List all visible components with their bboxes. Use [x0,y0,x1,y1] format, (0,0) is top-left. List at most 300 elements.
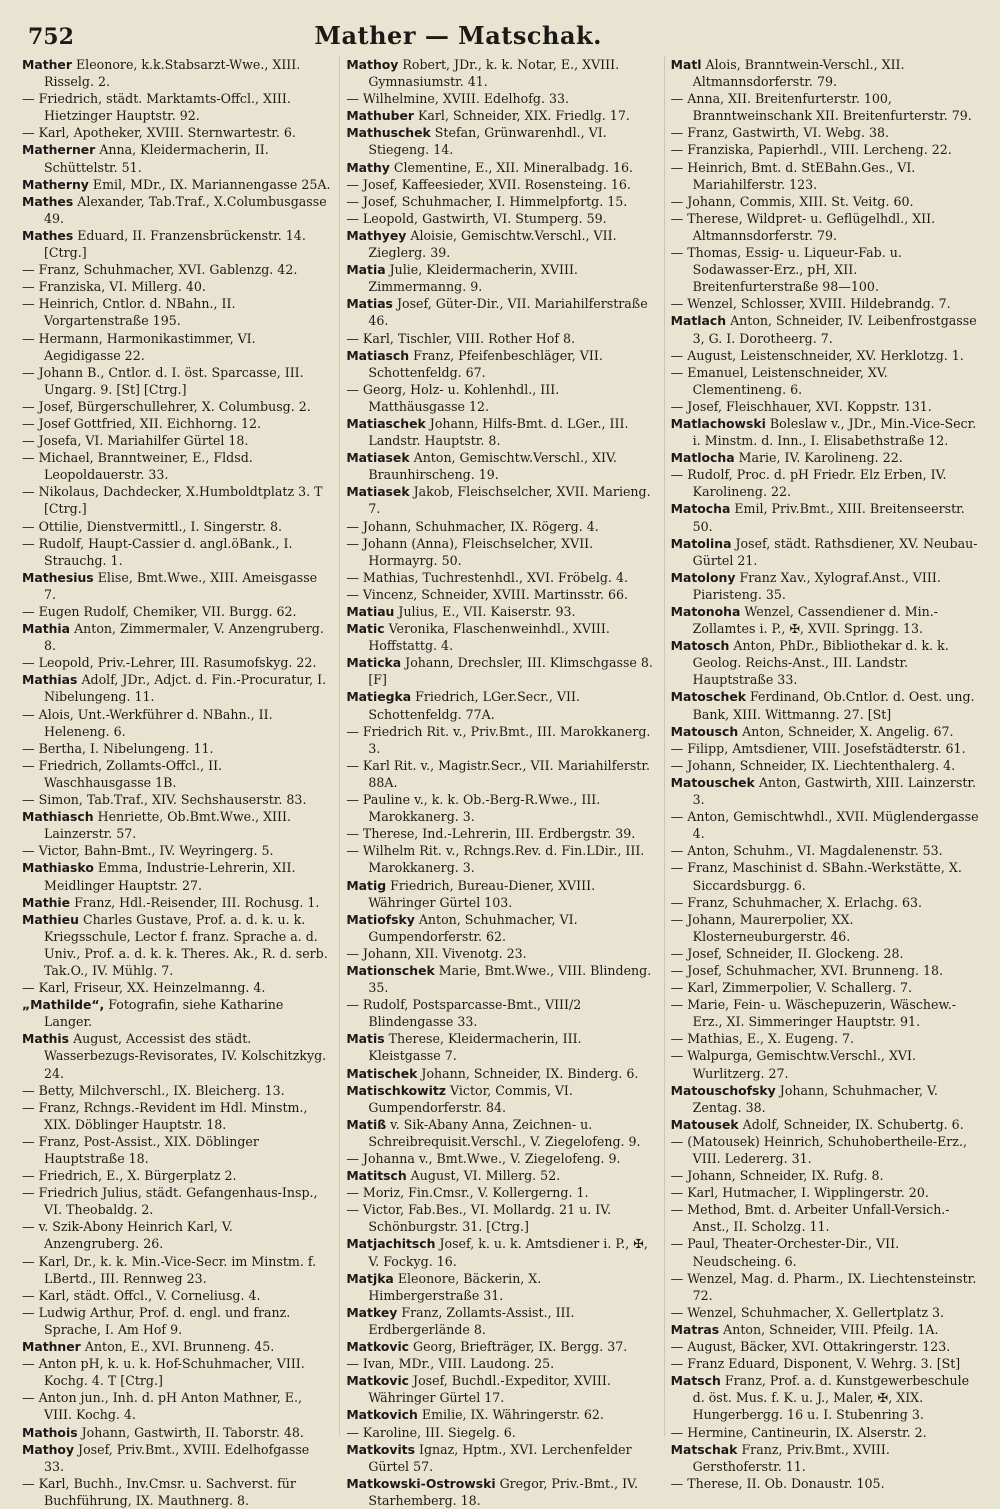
directory-entry [22,518,331,535]
directory-entry [346,124,655,158]
entry-details: — Bertha, I. Nibelungeng. 11. [22,740,214,756]
entry-details: Eduard, II. Franzensbrückenstr. 14. [Ctrg.] [44,227,306,261]
entry-surname: Mathesius [22,569,94,585]
directory-entry [22,1475,331,1509]
entry-details: — (Matousek) Heinrich, Schuhobertheile-Erz., VIII. Ledererg. 31. [670,1133,967,1166]
directory-entry [671,945,980,962]
directory-entry [22,483,331,517]
entry-details: Josef, Güter-Dir., VII. Mariahilferstraße 46. [368,296,648,329]
entry-surname: Matiasch [346,347,410,363]
directory-entry [346,911,655,945]
directory-entry [671,1235,980,1269]
entry-details: — Mathias, E., X. Eugeng. 7. [670,1031,855,1047]
entry-surname: Matonoha [670,604,741,619]
directory-entry [671,1270,980,1304]
directory-entry [346,945,655,962]
entry-details: — Friedrich, Zollamts-Offcl., II. Waschhausgasse 1B. [22,757,223,790]
directory-entry [346,569,655,586]
entry-details: August, VI. Millerg. 52. [410,1168,561,1184]
entry-details: Johann, Gastwirth, II. Taborstr. 48. [81,1424,304,1440]
directory-entry [22,791,331,808]
entry-details: Ferdinand, Ob.Cntlor. d. Oest. ung. Bank, XIII. Wittmanng. 27. [St] [692,689,975,722]
entry-details: Clementine, E., XII. Mineralbadg. 16. [393,159,634,175]
entry-surname: Mathias [22,672,78,688]
directory-entry [671,1116,980,1133]
entry-details: — Friedrich, E., X. Bürgerplatz 2. [22,1168,237,1184]
directory-entry [22,141,331,175]
entry-surname: Mathia [22,621,71,637]
entry-details: — Michael, Branntweiner, E., Fldsd. Leopoldauerstr. 33. [22,450,253,483]
directory-entry [346,1235,655,1269]
directory-entry [22,808,331,842]
directory-entry [22,227,331,261]
directory-entry [671,774,980,808]
entry-surname: Matlocha [670,450,735,466]
entry-details: — Johann, XII. Vivenotg. 23. [346,945,527,961]
directory-entry [671,859,980,893]
entry-details: — Josef, Schuhmacher, I. Himmelpfortg. 15. [346,193,628,209]
directory-entry [346,261,655,295]
directory-entry [346,193,655,210]
directory-column-3 [664,56,980,1491]
entry-details: — Therese, Wildpret- u. Geflügelhdl., XII. Altmannsdorferstr. 79. [670,210,936,243]
entry-details: Veronika, Flaschenweinhdl., XVIII. Hoffstattg. 4. [368,621,610,654]
directory-entry [671,500,980,534]
entry-surname: Mathiasch [22,809,94,825]
directory-entry [671,1441,980,1475]
entry-surname: Matkowski-Ostrowski [346,1475,496,1491]
entry-details: — v. Szik-Abony Heinrich Karl, V. Anzengruberg. 26. [22,1219,233,1252]
entry-details: — Emanuel, Leistenschneider, XV. Clementineng. 6. [670,364,888,397]
entry-surname: Mathuschek [346,125,431,141]
directory-entry [346,1355,655,1372]
entry-details: — Karl, städt. Offcl., V. Corneliusg. 4. [22,1287,261,1303]
entry-surname: Matiofsky [346,911,415,927]
directory-entry [346,1441,655,1475]
directory-entry [671,159,980,193]
entry-details: — Franz, Schuhmacher, X. Erlachg. 63. [670,894,922,910]
directory-entry [671,569,980,603]
entry-details: — Johanna v., Bmt.Wwe., V. Ziegelofeng. 9. [346,1151,621,1166]
entry-surname: Matkovic [346,1373,410,1389]
entry-surname: Matischek [346,1065,418,1081]
directory-entry [346,688,655,722]
entry-details: — Johann, Schuhmacher, IX. Rögerg. 4. [346,518,599,534]
entry-details: Robert, JDr., k. k. Notar, E., XVIII. Gymnasiumstr. 41. [368,57,620,90]
entry-surname: Matlach [670,313,727,329]
entry-details: Charles Gustave, Prof. a. d. k. u. k. Kriegsschule, Lector f. franz. Sprache a. d. Univ., Prof. a. d. k. k. Theres. Ak., R. d. serb. Tak.O., IV. Mühlg. 7. [44,911,328,978]
directory-entry [22,842,331,859]
entry-details: — Rudolf, Haupt-Cassier d. angl.öBank., I. Strauchg. 1. [22,535,293,568]
directory-entry [671,1424,980,1441]
entry-details: — Pauline v., k. k. Ob.-Berg-R.Wwe., III. Marokkanerg. 3. [346,792,601,825]
entry-details: Elise, Bmt.Wwe., XIII. Ameisgasse 7. [44,569,318,602]
entry-details: — Friedrich Julius, städt. Gefangenhaus-Insp., VI. Theobaldg. 2. [22,1185,318,1218]
entry-details: — Wilhelm Rit. v., Rchngs.Rev. d. Fin.LDir., III. Marokkanerg. 3. [346,843,645,876]
entry-details: — Franz Eduard, Disponent, V. Wehrg. 3. [St] [670,1356,961,1372]
directory-entry [671,962,980,979]
entry-details: — Johann B., Cntlor. d. I. öst. Sparcasse, III. Ungarg. 9. [St] [Ctrg.] [22,364,304,397]
entry-details: — Karl, Buchh., Inv.Cmsr. u. Sachverst. für Buchführung, IX. Mauthnerg. 8. [22,1475,296,1508]
entry-surname: Matouschofsky [670,1082,776,1098]
directory-entry [671,723,980,740]
entry-details: — Johann, Maurerpolier, XX. Klosterneuburgerstr. 46. [670,911,854,944]
entry-details: — Josefa, VI. Mariahilfer Gürtel 18. [22,433,249,449]
entry-details: — Therese, Ind.-Lehrerin, III. Erdbergstr. 39. [346,826,636,842]
entry-details: — Marie, Fein- u. Wäschepuzerin, Wäschew.-Erz., XI. Simmeringer Hauptstr. 91. [670,997,957,1030]
entry-details: — Leopold, Priv.-Lehrer, III. Rasumofskyg. 22. [22,655,317,671]
directory-entry [22,330,331,364]
entry-details: Adolf, JDr., Adjct. d. Fin.-Procuratur, I. Nibelungeng. 11. [44,672,327,705]
entry-surname: Mather [22,57,72,72]
directory-entry [671,1201,980,1235]
directory-entry [671,740,980,757]
entry-details: — August, Bäcker, XVI. Ottakringerstr. 123. [670,1339,951,1355]
directory-entry [671,1372,980,1423]
entry-details: — Wenzel, Mag. d. Pharm., IX. Liechtensteinstr. 72. [670,1270,977,1303]
entry-details: — Anna, XII. Breitenfurterstr. 100, Branntweinschank XII. Breitenfurterstr. 79. [670,91,972,124]
entry-details: Alexander, Tab.Traf., X.Columbusgasse 49. [44,193,327,226]
directory-entry [22,364,331,398]
entry-details: Julie, Kleidermacherin, XVIII. Zimmermanng. 9. [368,262,578,295]
entry-details: — Eugen Rudolf, Chemiker, VII. Burgg. 62. [22,604,297,619]
entry-surname: Mathner [22,1339,81,1355]
entry-details: Johann, Schuhmacher, V. Zentag. 38. [692,1082,938,1115]
directory-entry [671,295,980,312]
entry-details: — Karoline, III. Siegelg. 6. [346,1424,516,1440]
directory-entry [22,124,331,141]
entry-details: Eleonore, Bäckerin, X. Himbergerstraße 31. [368,1270,542,1303]
directory-entry [22,740,331,757]
entry-details: — Anton pH, k. u. k. Hof-Schuhmacher, VIII. Kochg. 4. T [Ctrg.] [22,1356,305,1389]
directory-entry [346,449,655,483]
entry-details: Fotografin, siehe Katharine Langer. [44,997,284,1030]
entry-details: — Josef, Bürgerschullehrer, X. Columbusg. 2. [22,398,311,414]
entry-details: — Wilhelmine, XVIII. Edelhofg. 33. [346,91,570,107]
directory-entry [22,449,331,483]
entry-surname: Matkovits [346,1441,415,1457]
directory-entry [22,432,331,449]
entry-details: — Karl, Tischler, VIII. Rother Hof 8. [346,330,576,346]
entry-surname: Mathy [346,159,390,175]
directory-entry [346,877,655,911]
directory-entry [22,654,331,671]
directory-entry [346,381,655,415]
directory-entry [671,1321,980,1338]
directory-entry [346,1270,655,1304]
entry-surname: Mationschek [346,962,435,978]
entry-details: Boleslaw v., JDr., Min.-Vice-Secr. i. Minstm. d. Inn., I. Elisabethstraße 12. [692,415,977,449]
directory-entry [346,415,655,449]
directory-entry [671,141,980,158]
entry-surname: Maticka [346,655,402,671]
entry-details: Josef, Buchdl.-Expeditor, XVIII. Währinger Gürtel 17. [368,1373,611,1406]
directory-entry [22,757,331,791]
directory-entry [22,1167,331,1184]
entry-surname: Matkovich [346,1407,418,1423]
entry-details: Anton, E., XVI. Brunneng. 45. [84,1339,275,1355]
entry-details: — Rudolf, Proc. d. pH Friedr. Elz Erben, IV. Karolineng. 22. [670,467,947,500]
directory-entry [346,1201,655,1235]
entry-details: Johann, Drechsler, III. Klimschgasse 8. [F] [368,655,653,688]
directory-entry [346,1475,655,1509]
directory-entry [22,90,331,124]
entry-details: — Josef, Schuhmacher, XVI. Brunneng. 18. [670,962,944,978]
directory-entry [346,1372,655,1406]
directory-entry [671,415,980,449]
entry-details: Marie, Bmt.Wwe., VIII. Blindeng. 35. [368,962,652,996]
directory-entry [22,894,331,911]
entry-details: — Josef Gottfried, XII. Eichhorng. 12. [22,415,262,431]
entry-details: — Victor, Fab.Bes., VI. Mollardg. 21 u. IV. Schönburgstr. 31. [Ctrg.] [346,1202,612,1235]
directory-entry [346,295,655,329]
entry-details: Georg, Briefträger, IX. Bergg. 37. [413,1339,628,1355]
directory-entry [346,483,655,517]
directory-entry [346,586,655,603]
entry-details: — Karl, Friseur, XX. Heinzelmanng. 4. [22,980,266,996]
directory-entry [346,227,655,261]
entry-details: Anton, Schneider, IV. Leibenfrostgasse 3, G. I. Dorotheerg. 7. [692,313,977,346]
entry-details: Emil, MDr., IX. Mariannengasse 25A. [92,176,331,192]
page-header [28,16,972,50]
entry-details: — Wenzel, Schuhmacher, X. Gellertplatz 3. [670,1304,944,1320]
directory-entry [22,176,331,193]
entry-surname: Matiaschek [346,415,426,431]
entry-surname: Mathes [22,227,74,243]
entry-surname: Matiau [346,604,395,619]
entry-details: — Nikolaus, Dachdecker, X.Humboldtplatz 3. T [Ctrg.] [22,484,323,517]
directory-entry [346,107,655,124]
entry-details: — Franziska, Papierhdl., VIII. Lercheng. 22. [670,142,952,158]
directory-entry [346,1167,655,1184]
entry-details: — Franz, Maschinist d. SBahn.-Werkstätte, X. Siccardsburgg. 6. [670,860,962,893]
entry-surname: Matlachowski [670,415,766,431]
entry-details: Therese, Kleidermacherin, III. Kleistgasse 7. [368,1031,582,1064]
directory-entry [671,449,980,466]
directory-column-2 [339,56,655,1508]
entry-details: — Victor, Bahn-Bmt., IV. Weyringerg. 5. [22,843,274,859]
entry-details: — Method, Bmt. d. Arbeiter Unfall-Versich.-Anst., II. Scholzg. 11. [670,1202,950,1235]
directory-entry [671,911,980,945]
entry-details: — Mathias, Tuchrestenhdl., XVI. Fröbelg. 4. [346,569,628,585]
directory-entry [671,1338,980,1355]
directory-entry [22,1082,331,1099]
entry-details: — Heinrich, Cntlor. d. NBahn., II. Vorgartenstraße 195. [22,296,236,329]
directory-entry [22,1099,331,1133]
entry-details: Anna, Kleidermacherin, II. Schüttelstr. 51. [44,142,269,175]
entry-surname: Matoschek [670,689,746,705]
entry-details: — Ludwig Arthur, Prof. d. engl. und franz. Sprache, I. Am Hof 9. [22,1304,291,1337]
directory-entry [346,620,655,654]
directory-entry [671,894,980,911]
entry-details: — Moriz, Fin.Cmsr., V. Kollergerng. 1. [346,1185,589,1201]
entry-details: — August, Leistenschneider, XV. Herklotzg. 1. [670,347,964,363]
directory-entry [346,603,655,620]
entry-details: — Paul, Theater-Orchester-Dir., VII. Neudscheing. 6. [670,1236,900,1269]
entry-details: Josef, Priv.Bmt., XVIII. Edelhofgasse 33. [44,1441,310,1474]
entry-surname: Mathes [22,193,74,209]
directory-entry [671,364,980,398]
directory-entry [671,1184,980,1201]
entry-details: — Franz, Schuhmacher, XVI. Gablenzg. 42. [22,262,298,278]
directory-entry [22,398,331,415]
directory-entry [671,996,980,1030]
directory-entry [22,56,331,90]
directory-entry [346,347,655,381]
directory-entry [671,757,980,774]
directory-entry [671,244,980,295]
directory-entry [346,1030,655,1064]
entry-details: — Anton jun., Inh. d. pH Anton Mathner, E., VIII. Kochg. 4. [22,1390,302,1423]
entry-details: Adolf, Schneider, IX. Schubertg. 6. [742,1116,964,1132]
directory-entry [22,671,331,705]
entry-details: — Johann, Commis, XIII. St. Veitg. 60. [670,193,914,209]
entry-details: Henriette, Ob.Bmt.Wwe., XIII. Lainzerstr. 57. [44,809,291,842]
entry-surname: Matjka [346,1270,394,1286]
directory-entry [22,1218,331,1252]
entry-surname: Matocha [670,501,731,517]
directory-entry [346,757,655,791]
entry-details: — Therese, II. Ob. Donaustr. 105. [670,1475,885,1491]
entry-details: Anton, Gastwirth, XIII. Lainzerstr. 3. [692,774,977,808]
entry-surname: Matschak [670,1441,738,1457]
entry-surname: Matl [670,57,702,72]
entry-surname: Matras [670,1321,720,1337]
directory-entry [346,842,655,876]
directory-entry [346,1150,655,1167]
directory-entry [671,535,980,569]
directory-entry [22,1389,331,1423]
entry-details: Aloisie, Gemischtw.Verschl., VII. Zieglerg. 39. [368,227,617,261]
entry-surname: Mathie [22,894,71,910]
entry-surname: Matiegka [346,689,412,705]
entry-details: Anton, Schuhmacher, VI. Gumpendorferstr. 62. [368,911,578,944]
entry-details: — Thomas, Essig- u. Liqueur-Fab. u. Sodawasser-Erz., pH, XII. Breitenfurterstraße 98—100. [670,245,902,295]
entry-details: — Franz, Gastwirth, VI. Webg. 38. [670,125,889,141]
entry-details: — Johann (Anna), Fleischselcher, XVII. Hormayrg. 50. [346,535,594,568]
directory-entry [346,962,655,996]
entry-surname: Matis [346,1031,385,1047]
directory-entry [671,398,980,415]
entry-surname: Matosch [670,638,730,654]
directory-entry [22,1253,331,1287]
directory-entry [346,1338,655,1355]
entry-surname: Matig [346,877,387,893]
directory-entry [22,1355,331,1389]
entry-surname: Matousek [670,1116,739,1132]
directory-entry [346,1082,655,1116]
entry-details: — Ivan, MDr., VIII. Laudong. 25. [346,1356,555,1372]
directory-entry [671,1355,980,1372]
directory-entry [22,1424,331,1441]
directory-entry [22,1304,331,1338]
directory-entry [346,176,655,193]
entry-details: — Friedrich, städt. Marktamts-Offcl., XIII. Hietzinger Hauptstr. 92. [22,91,291,124]
entry-surname: Matsch [670,1373,721,1389]
directory-entry [22,569,331,603]
entry-details: — Johann, Schneider, IX. Liechtenthalerg. 4. [670,757,956,773]
entry-surname: Mathois [22,1424,78,1440]
entry-surname: Matia [346,262,386,278]
entry-details: Stefan, Grünwarenhdl., VI. Stiegeng. 14. [368,125,607,158]
entry-surname: Matiasek [346,484,410,500]
directory-entry [346,654,655,688]
entry-details: — Franz, Post-Assist., XIX. Döblinger Hauptstraße 18. [22,1133,259,1166]
directory-entry [671,1133,980,1167]
entry-details: Emil, Priv.Bmt., XIII. Breitenseerstr. 50. [692,501,965,534]
entry-details: Marie, IV. Karolineng. 22. [738,450,903,466]
entry-details: Jakob, Fleischselcher, XVII. Marieng. 7. [368,484,651,517]
entry-surname: Mathis [22,1031,70,1047]
entry-details: Franz, Zollamts-Assist., III. Erdbergerlände 8. [368,1304,575,1337]
entry-details: — Wenzel, Schlosser, XVIII. Hildebrandg. 7. [670,296,951,312]
directory-entry [346,330,655,347]
entry-details: — Rudolf, Postsparcasse-Bmt., VIII/2 Blindengasse 33. [346,997,582,1030]
directory-entry [346,90,655,107]
entry-surname: Matkey [346,1304,398,1320]
directory-entry [22,859,331,893]
entry-details: Franz, Hdl.-Reisender, III. Rochusg. 1. [74,894,320,910]
entry-details: — Josef, Fleischhauer, XVI. Koppstr. 131. [670,398,932,414]
entry-details: Josef, städt. Rathsdiener, XV. Neubau-Gürtel 21. [692,535,978,568]
directory-entry [22,261,331,278]
entry-surname: Matias [346,296,393,312]
entry-details: Franz, Priv.Bmt., XVIII. Gersthoferstr. 11. [692,1441,890,1474]
entry-details: — Georg, Holz- u. Kohlenhdl., III. Matthäusgasse 12. [346,381,560,414]
entry-details: — Simon, Tab.Traf., XIV. Sechshauserstr. 83. [22,792,307,808]
entry-surname: Matiß [346,1116,387,1132]
entry-details: — Alois, Unt.-Werkführer d. NBahn., II. Heleneng. 6. [22,706,273,739]
entry-surname: Matjachitsch [346,1236,436,1252]
directory-entry [671,637,980,688]
directory-entry [671,688,980,722]
directory-entry [22,1338,331,1355]
entry-details: Emilie, IX. Währingerstr. 62. [421,1407,604,1423]
directory-entry [346,723,655,757]
directory-entry [22,1133,331,1167]
entry-details: — Leopold, Gastwirth, VI. Stumperg. 59. [346,210,607,226]
directory-entry [671,90,980,124]
directory-entry [346,535,655,569]
entry-details: Johann, Schneider, IX. Binderg. 6. [421,1065,639,1081]
directory-entry [671,124,980,141]
entry-surname: Matitsch [346,1168,407,1184]
entry-details: — Karl, Apotheker, XVIII. Sternwartestr. 6. [22,125,296,141]
entry-details: Franz Xav., Xylograf.Anst., VIII. Piaristeng. 35. [692,569,941,602]
directory-entry [346,159,655,176]
directory-entry [22,1030,331,1081]
entry-surname: Matolina [670,535,732,551]
directory-entry [671,1082,980,1116]
entry-details: — Karl Rit. v., Magistr.Secr., VII. Mariahilferstr. 88A. [346,757,651,790]
entry-details: Ignaz, Hptm., XVI. Lerchenfelder Gürtel 57. [368,1441,632,1474]
entry-details: — Anton, Gemischtwhdl., XVII. Müglendergasse 4. [670,809,979,842]
entry-details: — Johann, Schneider, IX. Rufg. 8. [670,1168,884,1184]
entry-details: Josef, k. u. k. Amtsdiener i. P., ✠, V. Fockyg. 16. [368,1236,648,1269]
directory-entry [346,56,655,90]
entry-details: Friedrich, Bureau-Diener, XVIII. Währinger Gürtel 103. [368,877,596,910]
entry-surname: Matolony [670,569,736,585]
entry-surname: Matiasek [346,450,410,466]
directory-entry [671,1030,980,1047]
entry-details: — Hermann, Harmonikastimmer, VI. Aegidigasse 22. [22,330,256,363]
entry-surname: Mathuber [346,108,414,124]
directory-entry [671,56,980,90]
entry-details: Eleonore, k.k.Stabsarzt-Wwe., XIII. Risselg. 2. [44,57,301,90]
directory-entry [671,193,980,210]
directory-entry [22,996,331,1030]
entry-surname: Mathiasko [22,860,94,876]
